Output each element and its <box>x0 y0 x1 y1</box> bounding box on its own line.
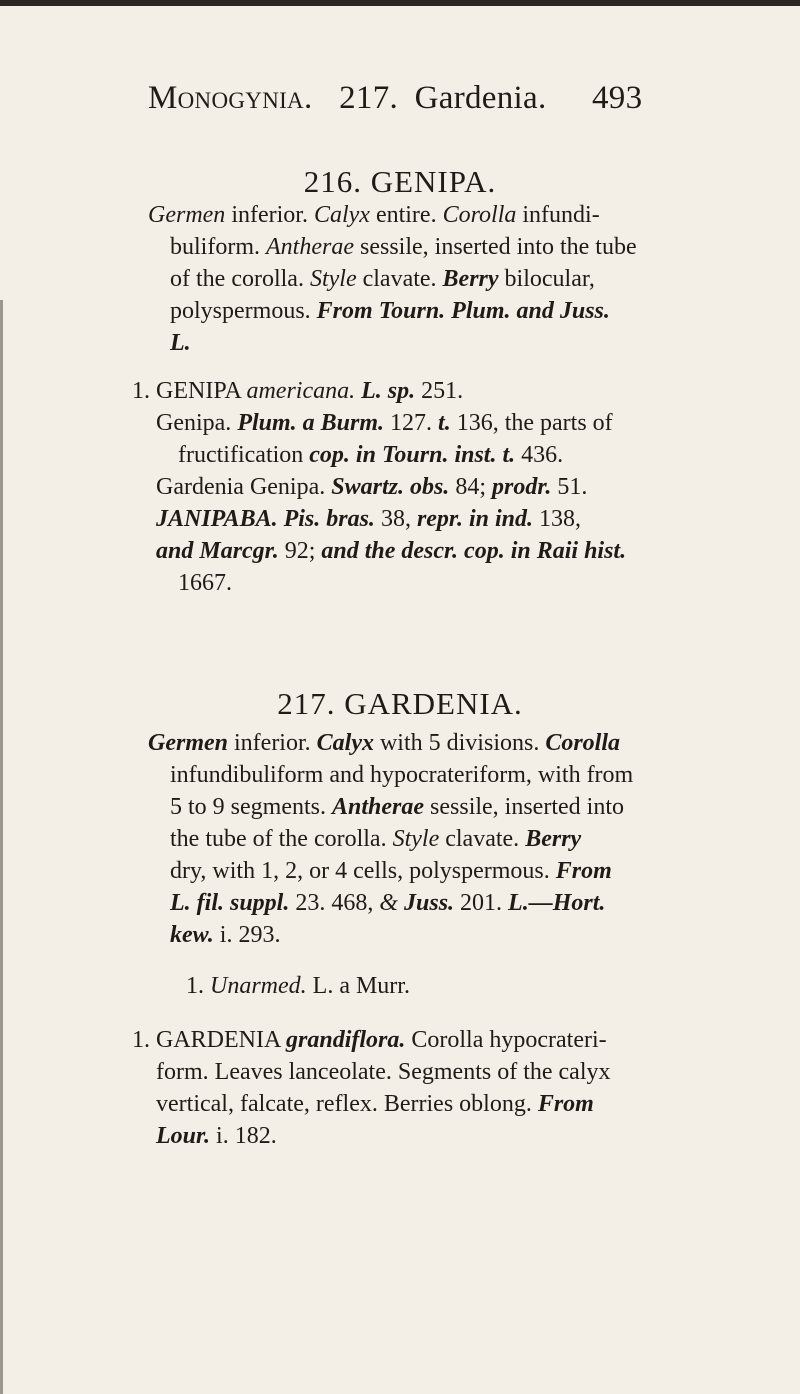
text-line <box>148 823 633 855</box>
text-line <box>186 970 410 1002</box>
epithet: americana. <box>246 378 356 404</box>
genipa-species-1 <box>132 375 626 599</box>
header-genus-number: 217. <box>339 80 399 116</box>
species-number: 1. <box>132 378 150 404</box>
gardenia-species-1 <box>132 1024 611 1152</box>
term: Antherae <box>332 794 425 820</box>
header-genus: Gardenia. <box>414 80 547 116</box>
citation: repr. in ind. <box>416 506 533 532</box>
text: 23. 468, <box>289 890 380 916</box>
text: 5 to 9 segments. <box>170 794 332 820</box>
citation: and the descr. cop. in Raii hist. <box>321 538 627 564</box>
text: 436. <box>515 442 564 468</box>
genus-title-genipa: 216. GENIPA. <box>303 164 497 199</box>
text: clavate. <box>439 826 526 852</box>
epithet: grandiflora. <box>286 1027 406 1053</box>
citation: JANIPABA. Pis. bras. <box>156 506 375 532</box>
citation: L. fil. suppl. <box>170 890 290 916</box>
division-name: Unarmed. <box>210 973 307 999</box>
text: L. a Murr. <box>306 973 410 999</box>
text: polyspermous. <box>170 298 317 324</box>
text: infundibuliform and hypocrateriform, with from <box>170 762 634 788</box>
species-name: GARDENIA <box>156 1027 286 1053</box>
term: Style <box>309 266 357 292</box>
text: infundi- <box>516 202 600 228</box>
citation: t. <box>438 410 451 436</box>
text: of the corolla. <box>170 266 310 292</box>
genipa-description <box>148 199 637 359</box>
text: bilocular, <box>498 266 595 292</box>
term: Germen <box>148 202 226 228</box>
term: Germen <box>148 730 228 756</box>
text-line <box>132 407 626 439</box>
citation: From Tourn. Plum. and Juss. <box>316 298 610 324</box>
term: Style <box>392 826 440 852</box>
citation: Lour. <box>156 1123 211 1149</box>
text-line <box>132 1120 611 1152</box>
text-line <box>148 263 637 295</box>
text: inferior. <box>225 202 314 228</box>
text: vertical, falcate, reflex. Berries oblong. <box>156 1091 538 1117</box>
text: clavate. <box>356 266 443 292</box>
citation: and Marcgr. <box>156 538 279 564</box>
running-header <box>148 80 708 117</box>
text-line <box>132 375 626 407</box>
text: 84; <box>449 474 492 500</box>
text-line <box>132 535 626 567</box>
text: Corolla hypocrateri- <box>405 1027 607 1053</box>
term: Corolla <box>442 202 517 228</box>
term: Berry <box>442 266 499 292</box>
header-page-number: 493 <box>592 80 643 116</box>
text-line <box>132 471 626 503</box>
term: Berry <box>525 826 582 852</box>
text: 136, the parts of <box>450 410 613 436</box>
genus-title-gardenia: 217. GARDENIA. <box>277 686 523 721</box>
text: 92; <box>278 538 322 564</box>
term: Calyx <box>316 730 374 756</box>
text-line <box>148 759 633 791</box>
text-line <box>148 887 633 919</box>
species-name: GENIPA <box>156 378 247 404</box>
term: Corolla <box>545 730 621 756</box>
text-line <box>132 1056 611 1088</box>
text: entire. <box>369 202 443 228</box>
citation: Plum. a Burm. <box>237 410 385 436</box>
citation: L. sp. <box>361 378 416 404</box>
text: form. Leaves lanceolate. Segments of the calyx <box>156 1059 611 1085</box>
text: & <box>379 890 399 916</box>
text-line <box>148 855 633 887</box>
text-line <box>132 1088 611 1120</box>
text-line <box>148 199 637 231</box>
text-line <box>148 231 637 263</box>
text: 127. <box>384 410 439 436</box>
header-section: Monogynia. <box>148 80 313 116</box>
text: i. 293. <box>213 922 281 948</box>
gardenia-description <box>148 727 633 951</box>
page-left-edge <box>0 300 3 1394</box>
citation: prodr. <box>491 474 552 500</box>
page-top-edge <box>0 0 800 6</box>
text: Gardenia Genipa. <box>156 474 332 500</box>
text-line <box>148 327 637 359</box>
term: Antherae <box>266 234 354 260</box>
citation: L.—Hort. <box>508 890 606 916</box>
text: inferior. <box>228 730 317 756</box>
text: buliform. <box>170 234 266 260</box>
citation: Juss. <box>404 890 455 916</box>
citation: kew. <box>170 922 214 948</box>
citation: Swartz. obs. <box>331 474 450 500</box>
gardenia-division <box>186 970 410 1002</box>
text-line <box>148 295 637 327</box>
text: fructification <box>178 442 310 468</box>
text-line <box>132 1024 611 1056</box>
citation: L. <box>170 330 191 356</box>
division-number: 1. <box>186 973 210 999</box>
text: sessile, inserted into <box>424 794 624 820</box>
text: 51. <box>551 474 588 500</box>
text-line <box>132 439 626 471</box>
text: with 5 divisions. <box>373 730 546 756</box>
citation: From <box>537 1091 594 1117</box>
text-line <box>132 567 626 599</box>
text: 38, <box>374 506 417 532</box>
text-line <box>148 791 633 823</box>
text: 138, <box>532 506 581 532</box>
citation: From <box>555 858 612 884</box>
text: Genipa. <box>156 410 238 436</box>
species-number: 1. <box>132 1027 150 1053</box>
text-line <box>148 727 633 759</box>
text: the tube of the corolla. <box>170 826 393 852</box>
text: i. 182. <box>210 1123 277 1149</box>
text: sessile, inserted into the tube <box>353 234 637 260</box>
text: 1667. <box>178 570 232 596</box>
text-line <box>148 919 633 951</box>
text: 201. <box>454 890 509 916</box>
text-line <box>132 503 626 535</box>
text: dry, with 1, 2, or 4 cells, polyspermous. <box>170 858 556 884</box>
term: Calyx <box>313 202 370 228</box>
text: 251. <box>415 378 464 404</box>
citation: cop. in Tourn. inst. t. <box>309 442 516 468</box>
